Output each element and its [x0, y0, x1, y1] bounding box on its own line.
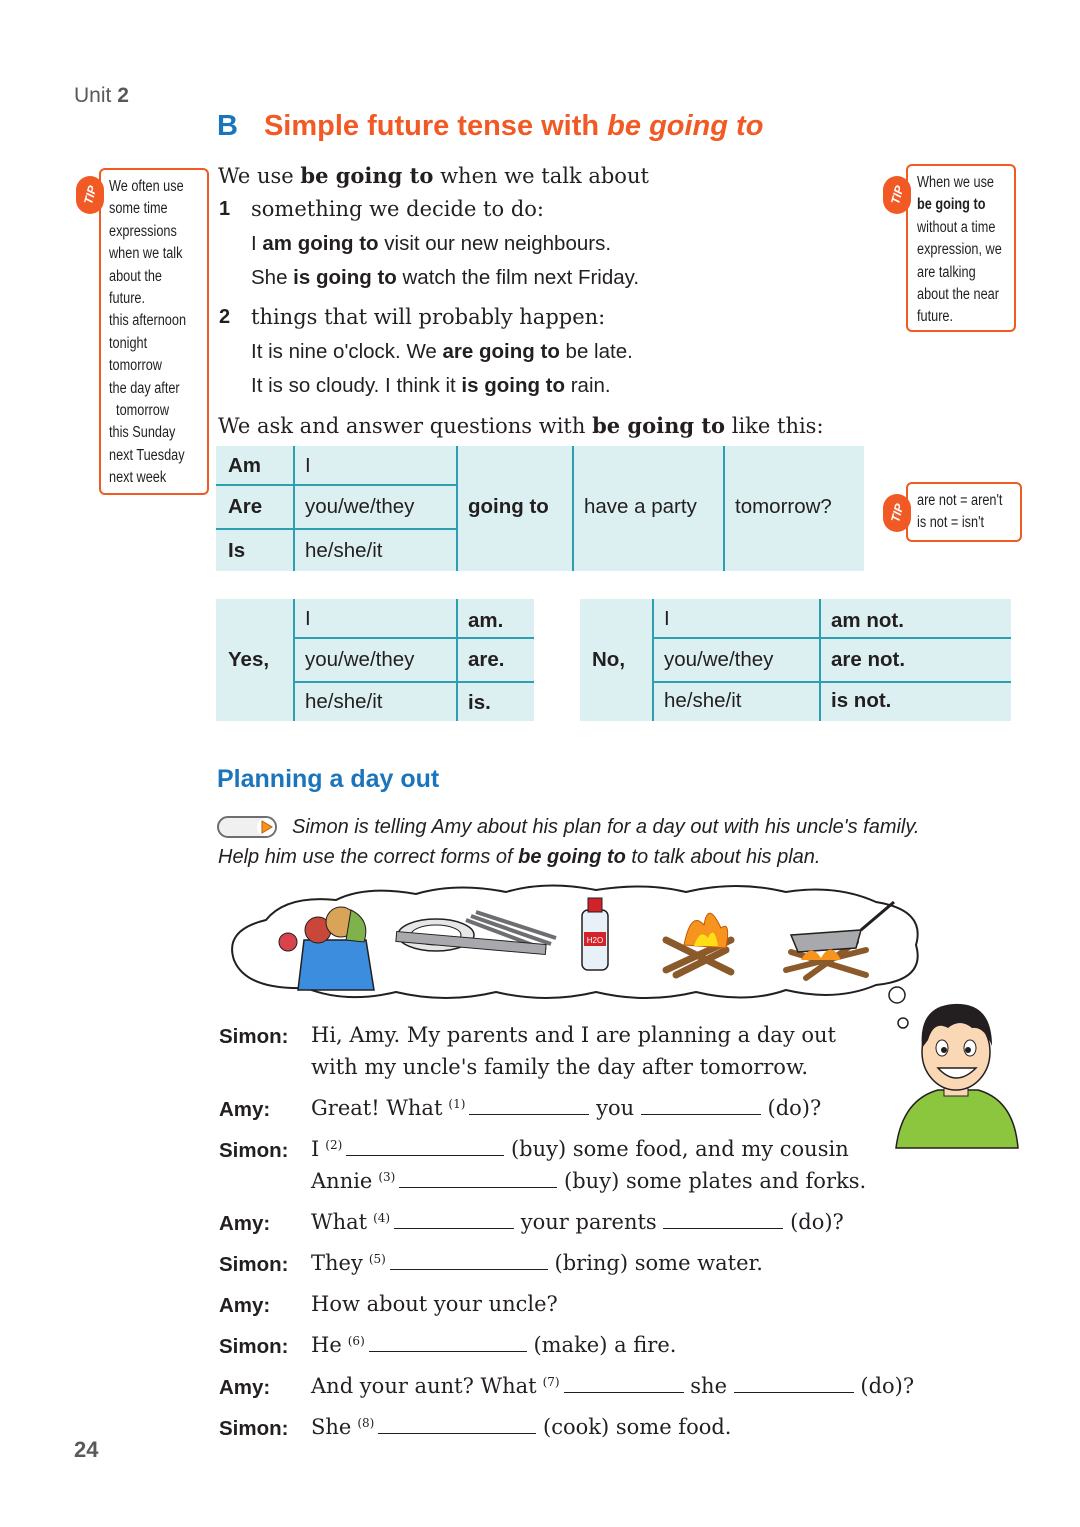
table-cell: he/she/it	[305, 538, 383, 562]
yes-answer-table	[216, 599, 534, 721]
questions-intro: We ask and answer questions with be going to like this:	[218, 413, 824, 438]
simon-character-illustration	[888, 990, 1020, 1150]
dialogue-line: with my uncle's family the day after tomorrow.	[311, 1055, 809, 1079]
answer-blank-1b[interactable]	[641, 1097, 761, 1115]
answer-blank-4a[interactable]	[394, 1211, 514, 1229]
tip-box-near-future	[906, 164, 1016, 332]
table-cell: he/she/it	[664, 689, 742, 712]
speaker-label: Amy:	[219, 1294, 271, 1317]
answer-blank-2[interactable]	[346, 1138, 504, 1156]
dialogue-line: They $^{(5)}$ (bring) some water.	[311, 1251, 763, 1275]
example-sentence: She is going to watch the film next Friday.	[251, 266, 640, 289]
question-table	[216, 446, 864, 571]
dialogue-line: She $^{(8)}$ (cook) some food.	[311, 1415, 732, 1439]
table-cell: Yes,	[228, 648, 270, 671]
table-cell: you/we/they	[305, 495, 415, 518]
rule-number: 2	[219, 306, 231, 328]
tip-box-contractions	[906, 482, 1022, 542]
dialogue-line: Hi, Amy. My parents and I are planning a day out	[311, 1023, 836, 1047]
dialogue-line: How about your uncle?	[311, 1292, 558, 1316]
bottle-label: H2O	[586, 936, 604, 945]
table-cell: you/we/they	[664, 648, 774, 671]
tip-badge: TIP	[883, 176, 911, 214]
speaker-label: Amy:	[219, 1212, 271, 1235]
example-sentence: It is nine o'clock. We are going to be late.	[251, 340, 633, 363]
intro-line: We use be going to when we talk about	[218, 163, 649, 188]
tip-badge: TIP	[76, 176, 104, 214]
table-cell: you/we/they	[305, 648, 415, 671]
tip-box-time-expressions	[99, 168, 209, 495]
example-sentence: It is so cloudy. I think it is going to rain.	[251, 374, 611, 397]
speaker-label: Simon:	[219, 1139, 289, 1162]
answer-blank-4b[interactable]	[663, 1211, 783, 1229]
speaker-label: Amy:	[219, 1376, 271, 1399]
table-cell: Is	[228, 538, 246, 562]
table-cell: are not.	[831, 648, 906, 671]
answer-blank-1a[interactable]	[469, 1097, 589, 1115]
table-cell: have a party	[584, 495, 697, 518]
dialogue-line: I $^{(2)}$ (buy) some food, and my cousin	[311, 1137, 849, 1161]
dialogue-line: Great! What $^{(1)}$ you (do)?	[311, 1096, 822, 1120]
page-number: 24	[74, 1437, 99, 1462]
speaker-label: Simon:	[219, 1025, 289, 1048]
table-cell: I	[305, 607, 311, 630]
planning-title: Planning a day out	[217, 765, 440, 793]
section-heading: B Simple future tense with be going to	[217, 110, 764, 142]
table-cell: he/she/it	[305, 690, 383, 713]
answer-blank-3[interactable]	[399, 1170, 557, 1188]
rule-text: things that will probably happen:	[251, 305, 606, 329]
table-cell: Am	[228, 454, 262, 477]
no-answer-table	[580, 599, 1011, 721]
instruction-line: Help him use the correct forms of be going to to talk about his plan.	[218, 846, 821, 868]
dialogue-line: He $^{(6)}$ (make) a fire.	[311, 1333, 677, 1357]
table-cell: am not.	[831, 609, 904, 632]
table-cell: are.	[468, 648, 505, 671]
tip-text: We often use some time expressions when we talk about the future. this afternoon tonight tomorrow the day after tomorrow this Sunday next Tuesday next week	[109, 178, 187, 487]
unit-label: Unit 2	[74, 84, 129, 107]
speaker-label: Simon:	[219, 1253, 289, 1276]
example-sentence: I am going to visit our new neighbours.	[251, 232, 612, 255]
thought-cloud-illustration	[226, 880, 926, 1005]
answer-blank-8[interactable]	[378, 1416, 536, 1434]
tip-badge: TIP	[883, 494, 911, 532]
answer-blank-6[interactable]	[369, 1334, 527, 1352]
section-letter: B	[217, 110, 238, 142]
speaker-label: Simon:	[219, 1335, 289, 1358]
table-cell: is not.	[831, 689, 892, 712]
answer-blank-5[interactable]	[390, 1252, 548, 1270]
table-cell: I	[664, 607, 670, 630]
rule-text: something we decide to do:	[251, 197, 544, 221]
instruction-line: Simon is telling Amy about his plan for a day out with his uncle's family.	[292, 816, 920, 838]
dialogue-line: And your aunt? What $^{(7)}$ she (do)?	[311, 1374, 915, 1398]
table-cell: I	[305, 454, 311, 477]
answer-blank-7b[interactable]	[734, 1375, 854, 1393]
table-cell: tomorrow?	[735, 495, 832, 518]
answer-blank-7a[interactable]	[564, 1375, 684, 1393]
dialogue-line: What $^{(4)}$ your parents (do)?	[311, 1210, 844, 1234]
rule-number: 1	[219, 198, 231, 220]
table-cell: Are	[228, 495, 263, 518]
speaker-label: Amy:	[219, 1098, 271, 1121]
speaker-label: Simon:	[219, 1417, 289, 1440]
dialogue-line: Annie $^{(3)}$ (buy) some plates and forks.	[311, 1169, 867, 1193]
table-cell: is.	[468, 691, 491, 714]
table-cell: going to	[468, 495, 549, 518]
tip-text: are not = aren't is not = isn't	[917, 492, 1003, 532]
tip-text: When we use be going to without a time expression, we are talking about the near future.	[917, 174, 1002, 326]
audio-play-button[interactable]	[217, 815, 279, 839]
table-cell: No,	[592, 648, 626, 671]
table-cell: am.	[468, 609, 504, 632]
